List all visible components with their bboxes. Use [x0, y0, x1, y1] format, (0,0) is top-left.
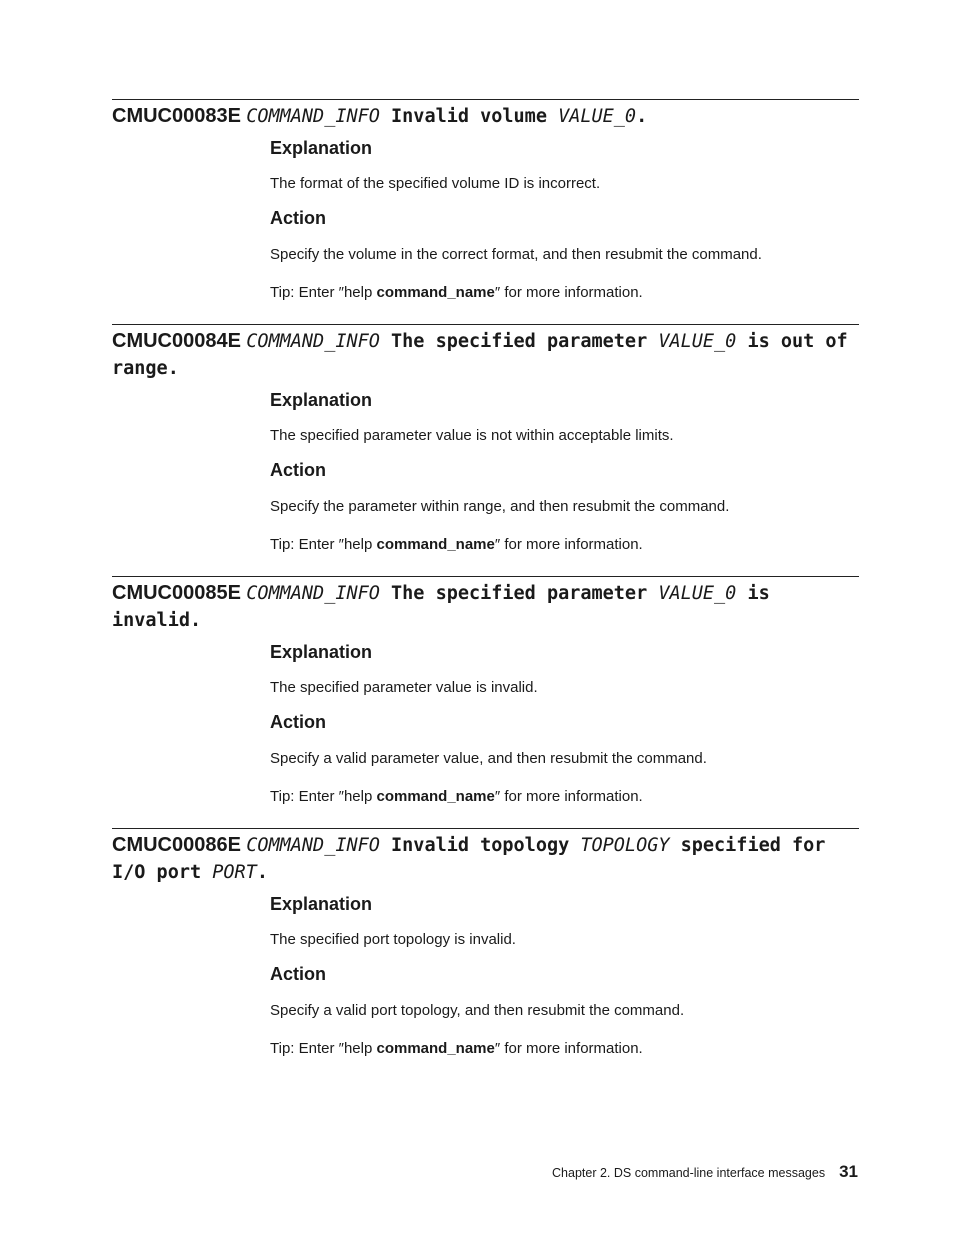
- message-body: [270, 641, 859, 807]
- section-divider: [112, 576, 859, 577]
- message-variable: TOPOLOGY: [580, 835, 670, 856]
- message-body: [270, 893, 859, 1059]
- message-variable: PORT: [212, 862, 257, 883]
- action-heading: Action: [270, 712, 326, 732]
- message-heading: [112, 328, 859, 382]
- message-variable: COMMAND_INFO: [246, 583, 380, 604]
- explanation-heading: Explanation: [270, 138, 373, 158]
- message-entry: [112, 99, 859, 303]
- explanation-heading: Explanation: [270, 390, 373, 410]
- message-text: is out of range.: [112, 331, 848, 379]
- message-variable: COMMAND_INFO: [246, 331, 380, 352]
- message-id: CMUC00084E: [112, 330, 241, 352]
- explanation-text: The specified parameter value is invalid.: [270, 679, 538, 696]
- explanation-heading: Explanation: [270, 894, 373, 914]
- tip-command: command_name: [376, 536, 495, 553]
- action-text: Specify the volume in the correct format, and then resubmit the command.: [270, 246, 762, 263]
- section-divider: [112, 99, 859, 100]
- message-entry: [112, 576, 859, 807]
- message-text: .: [636, 106, 648, 127]
- action-text: Specify a valid parameter value, and then resubmit the command.: [270, 750, 707, 767]
- page-footer: [552, 1163, 858, 1182]
- message-heading: [112, 103, 859, 130]
- message-text: specified for I/O port: [112, 835, 826, 883]
- tip-command: command_name: [376, 284, 495, 301]
- tip-command: command_name: [376, 1040, 495, 1057]
- message-id: CMUC00086E: [112, 834, 241, 856]
- explanation-text: The specified parameter value is not within acceptable limits.: [270, 427, 674, 444]
- explanation-text: The specified port topology is invalid.: [270, 931, 516, 948]
- message-body: [270, 137, 859, 303]
- explanation-text: The format of the specified volume ID is incorrect.: [270, 175, 601, 192]
- tip-prefix: Tip: Enter ″help: [270, 284, 377, 301]
- tip-suffix: ″ for more information.: [494, 284, 643, 301]
- tip-suffix: ″ for more information.: [494, 536, 643, 553]
- page-number: 31: [839, 1162, 858, 1181]
- tip-prefix: Tip: Enter ″help: [270, 536, 377, 553]
- section-divider: [112, 828, 859, 829]
- message-text: Invalid topology: [379, 835, 581, 856]
- message-body: [270, 389, 859, 555]
- message-id: CMUC00083E: [112, 105, 241, 127]
- tip-prefix: Tip: Enter ″help: [270, 788, 377, 805]
- message-variable: VALUE_0: [558, 106, 637, 127]
- message-entry: [112, 324, 859, 555]
- tip-prefix: Tip: Enter ″help: [270, 1040, 377, 1057]
- message-text: Invalid volume: [379, 106, 559, 127]
- action-text: Specify a valid port topology, and then resubmit the command.: [270, 1002, 685, 1019]
- message-text: .: [256, 862, 268, 883]
- message-text: The specified parameter: [379, 331, 659, 352]
- action-heading: Action: [270, 460, 326, 480]
- message-heading: [112, 832, 859, 886]
- message-variable: VALUE_0: [658, 331, 737, 352]
- section-divider: [112, 324, 859, 325]
- tip-text: [270, 535, 859, 555]
- explanation-heading: Explanation: [270, 642, 373, 662]
- chapter-title: Chapter 2. DS command-line interface messages: [552, 1166, 826, 1180]
- action-text: Specify the parameter within range, and then resubmit the command.: [270, 498, 730, 515]
- message-id: CMUC00085E: [112, 582, 241, 604]
- message-variable: COMMAND_INFO: [246, 835, 380, 856]
- message-entry: [112, 828, 859, 1059]
- tip-text: [270, 787, 859, 807]
- tip-suffix: ″ for more information.: [494, 1040, 643, 1057]
- action-heading: Action: [270, 964, 326, 984]
- tip-command: command_name: [376, 788, 495, 805]
- tip-suffix: ″ for more information.: [494, 788, 643, 805]
- tip-text: [270, 1039, 859, 1059]
- action-heading: Action: [270, 208, 326, 228]
- message-variable: VALUE_0: [658, 583, 737, 604]
- message-text: is invalid.: [112, 583, 770, 631]
- tip-text: [270, 283, 859, 303]
- message-heading: [112, 580, 859, 634]
- message-variable: COMMAND_INFO: [246, 106, 380, 127]
- message-text: The specified parameter: [379, 583, 659, 604]
